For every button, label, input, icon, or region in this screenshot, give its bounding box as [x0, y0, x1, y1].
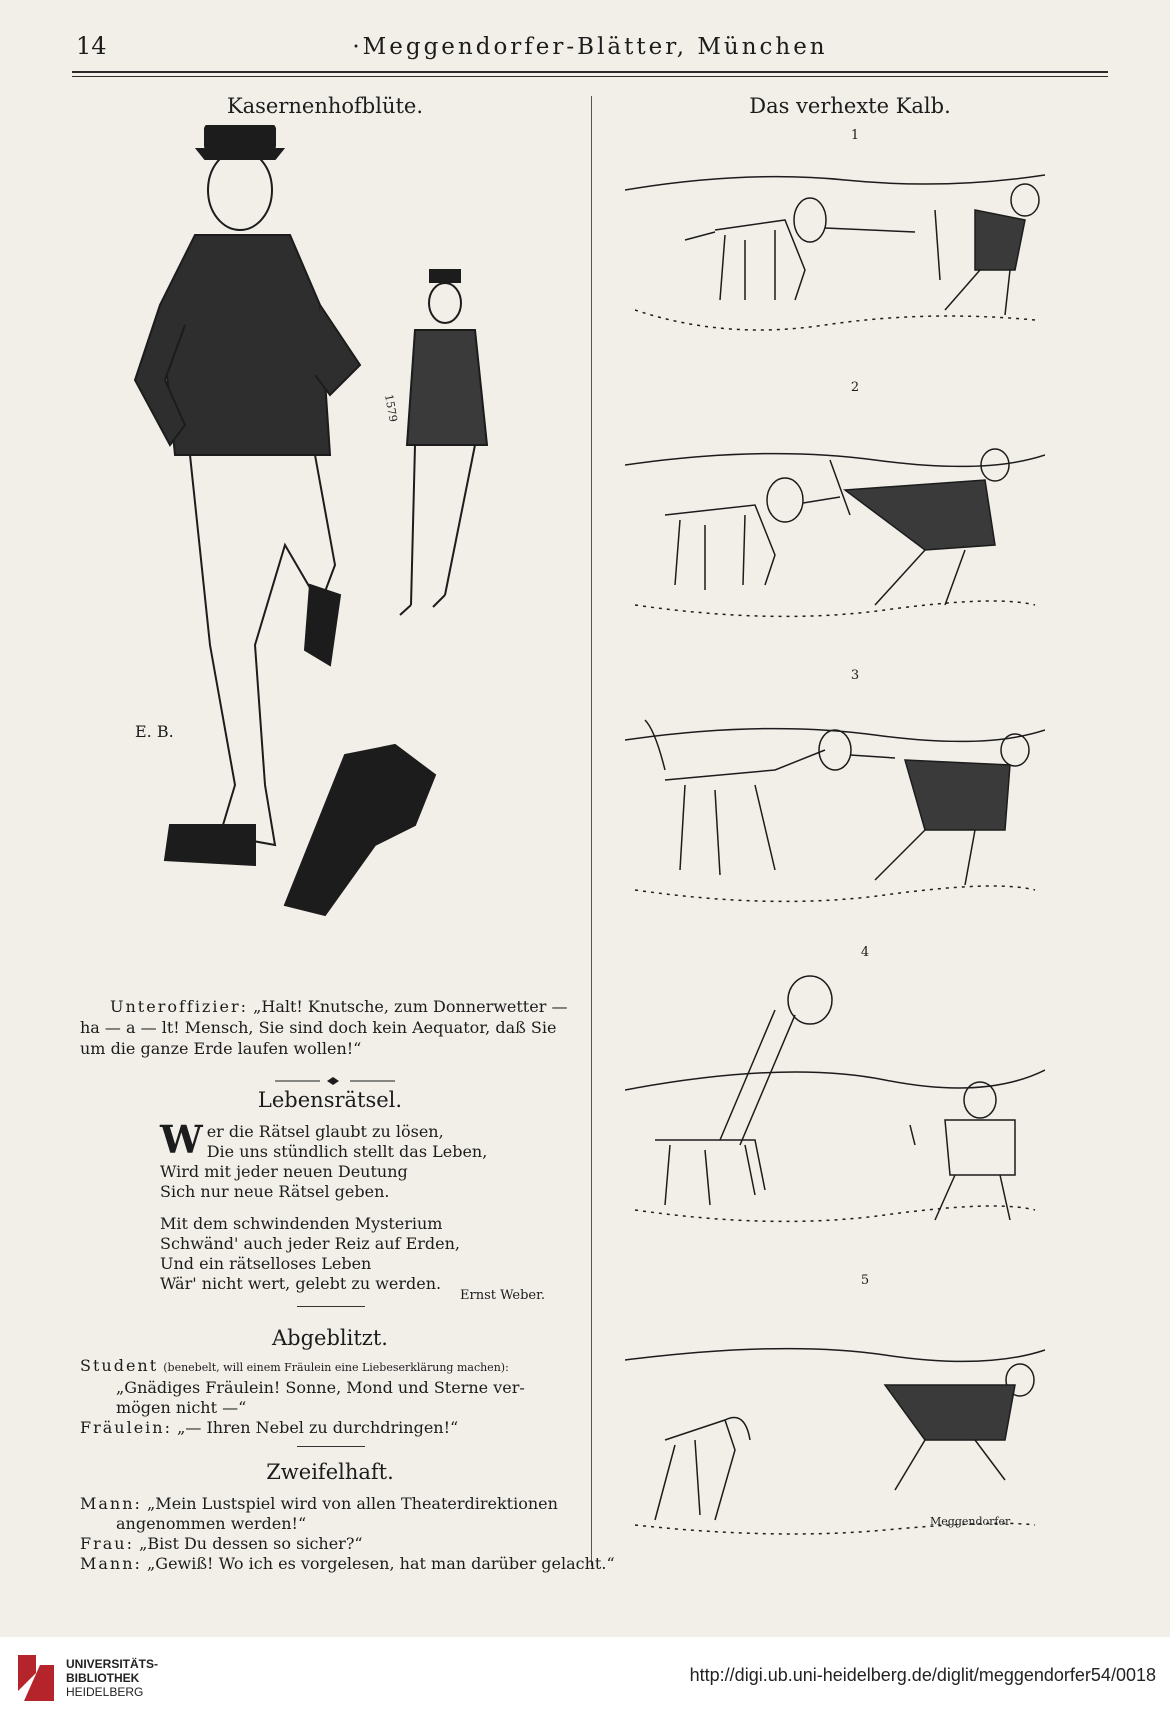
farmer-legs	[935, 1175, 1010, 1220]
caption-line-1: „Halt! Knutsche, zum Donnerwetter —	[253, 997, 568, 1016]
dialog-line: „— Ihren Nebel zu durchdringen!“	[177, 1418, 459, 1437]
shadow	[285, 745, 435, 915]
stick	[910, 1125, 915, 1145]
comic-panel-4	[625, 970, 1045, 1240]
farmer-body	[905, 760, 1010, 830]
horizon	[625, 1070, 1045, 1090]
header-rule	[72, 71, 1108, 73]
horizon	[625, 1349, 1045, 1362]
farmer-body	[975, 210, 1025, 270]
ground	[635, 601, 1035, 616]
title-verhexte-kalb: Das verhexte Kalb.	[749, 94, 951, 118]
masthead: ·Meggendorfer-Blätter, München	[352, 34, 828, 60]
poem-line: Und ein rätselloses Leben	[160, 1254, 372, 1273]
poem-author: Ernst Weber.	[460, 1288, 546, 1303]
panel-3-drawing	[625, 690, 1045, 920]
soldiers-illustration	[115, 125, 515, 985]
monogram: E. B.	[135, 722, 174, 741]
rope	[803, 497, 840, 503]
soldiers-drawing	[115, 125, 515, 985]
calf-body	[655, 1420, 735, 1520]
stage-note: (benebelt, will einem Fräulein eine Liebeserklärung machen):	[163, 1361, 509, 1374]
ground	[635, 310, 1035, 330]
calf-stretched-body	[665, 750, 825, 875]
poem-line: Wird mit jeder neuen Deutung	[160, 1162, 408, 1181]
farmer-legs	[875, 550, 965, 605]
farmer-body	[885, 1385, 1015, 1440]
dialog-line: „Gnädiges Fräulein! Sonne, Mond und Sterne ver-	[116, 1378, 525, 1397]
calf-body	[665, 505, 775, 590]
panel-number: 4	[860, 945, 870, 960]
calf-tail	[685, 232, 715, 240]
footer-bar	[0, 1637, 1170, 1720]
artist-signature: Meggendorfer	[930, 1515, 1011, 1528]
header-rule-thin	[72, 76, 1108, 77]
panel-1-drawing	[625, 150, 1045, 350]
speaker-fraeulein: Fräulein:	[80, 1418, 172, 1437]
farmer-legs	[875, 830, 975, 885]
panel-number: 3	[850, 668, 860, 683]
rope	[825, 228, 915, 232]
stick	[830, 460, 850, 515]
calf-long-neck	[720, 1010, 795, 1145]
panel-5-drawing	[625, 1300, 1055, 1550]
title-lebensraetsel: Lebensrätsel.	[257, 1088, 403, 1112]
speaker-frau: Frau:	[80, 1534, 134, 1553]
tunic	[160, 235, 330, 455]
dialog-line: angenommen werden!“	[116, 1514, 307, 1533]
ground	[635, 1206, 1035, 1221]
column-divider	[591, 96, 592, 1566]
poem	[160, 1117, 580, 1294]
bg-soldier-cap	[430, 270, 460, 282]
rope	[850, 755, 895, 758]
title-abgeblitzt: Abgeblitzt.	[272, 1326, 388, 1350]
title-zweifelhaft: Zweifelhaft.	[266, 1460, 394, 1484]
right-boot	[305, 585, 340, 665]
calf-tail	[725, 1418, 750, 1441]
poem-line: er die Rätsel glaubt zu lösen,	[206, 1122, 444, 1141]
poem-line: Mit dem schwindenden Mysterium	[160, 1214, 443, 1233]
farmer-head	[1011, 184, 1039, 216]
short-rule	[297, 1446, 365, 1447]
cap	[205, 125, 275, 150]
calf-body	[655, 1140, 765, 1205]
caption	[80, 996, 585, 1059]
page-number: 14	[76, 32, 107, 60]
caption-speaker: Unteroffizier:	[110, 997, 248, 1016]
speaker-student: Student	[80, 1356, 159, 1375]
sleeve-number: 1579	[382, 393, 400, 424]
farmer-body	[945, 1120, 1015, 1175]
ground	[635, 886, 1035, 901]
dialog-line: mögen nicht —“	[116, 1398, 247, 1417]
dialog-line: „Gewiß! Wo ich es vorgelesen, hat man darüber gelacht.“	[147, 1554, 615, 1573]
source-url[interactable]: http://digi.ub.uni-heidelberg.de/diglit/meggendorfer54/0018	[689, 1665, 1156, 1685]
farmer-legs	[895, 1440, 1005, 1490]
joke-abgeblitzt	[80, 1356, 590, 1438]
farmer-body	[845, 480, 995, 550]
stick	[935, 210, 940, 280]
comic-panel-5	[625, 1300, 1055, 1550]
calf-head	[788, 976, 832, 1024]
panel-2-drawing	[625, 405, 1045, 635]
comic-panel-2	[625, 405, 1045, 635]
joke-zweifelhaft	[80, 1494, 615, 1574]
caption-line-2: ha — a — lt! Mensch, Sie sind doch kein Aequator, daß Sie	[80, 1018, 557, 1037]
poem-dropcap: W	[160, 1117, 203, 1162]
library-logo-icon	[14, 1651, 58, 1705]
comic-panel-1	[625, 150, 1045, 350]
farmer-head	[1001, 734, 1029, 766]
ornament-divider	[275, 1075, 395, 1087]
library-name: UNIVERSITÄTS- BIBLIOTHEK HEIDELBERG	[66, 1657, 159, 1699]
title-kasernenhofbluete: Kasernenhofblüte.	[226, 94, 424, 118]
calf-tail-raised	[645, 720, 665, 770]
bg-soldier-legs	[400, 445, 475, 615]
dialog-line: „Mein Lustspiel wird von allen Theaterdirektionen	[147, 1494, 558, 1513]
short-rule	[297, 1306, 365, 1307]
dialog-line: „Bist Du dessen so sicher?“	[139, 1534, 363, 1553]
horizon	[625, 175, 1045, 190]
poem-line: Sich nur neue Rätsel geben.	[160, 1182, 390, 1201]
poem-line: Schwänd' auch jeder Reiz auf Erden,	[160, 1234, 460, 1253]
head	[208, 150, 272, 230]
right-arm	[315, 305, 360, 395]
panel-4-drawing	[625, 970, 1045, 1240]
comic-panel-3	[625, 690, 1045, 920]
farmer-legs	[945, 270, 1010, 315]
panel-number: 5	[860, 1273, 870, 1288]
left-boot	[165, 825, 255, 865]
poem-line: Die uns stündlich stellt das Leben,	[206, 1142, 488, 1161]
bg-soldier-head	[429, 283, 461, 323]
panel-number: 2	[850, 380, 860, 395]
speaker-mann: Mann:	[80, 1494, 142, 1513]
bg-soldier-coat	[407, 330, 487, 445]
speaker-mann: Mann:	[80, 1554, 142, 1573]
caption-line-3: um die ganze Erde laufen wollen!“	[80, 1039, 362, 1058]
calf-head	[794, 198, 826, 242]
panel-number: 1	[850, 128, 860, 143]
calf-body	[715, 220, 805, 300]
calf-head	[767, 478, 803, 522]
poem-line: Wär' nicht wert, gelebt zu werden.	[160, 1274, 442, 1293]
